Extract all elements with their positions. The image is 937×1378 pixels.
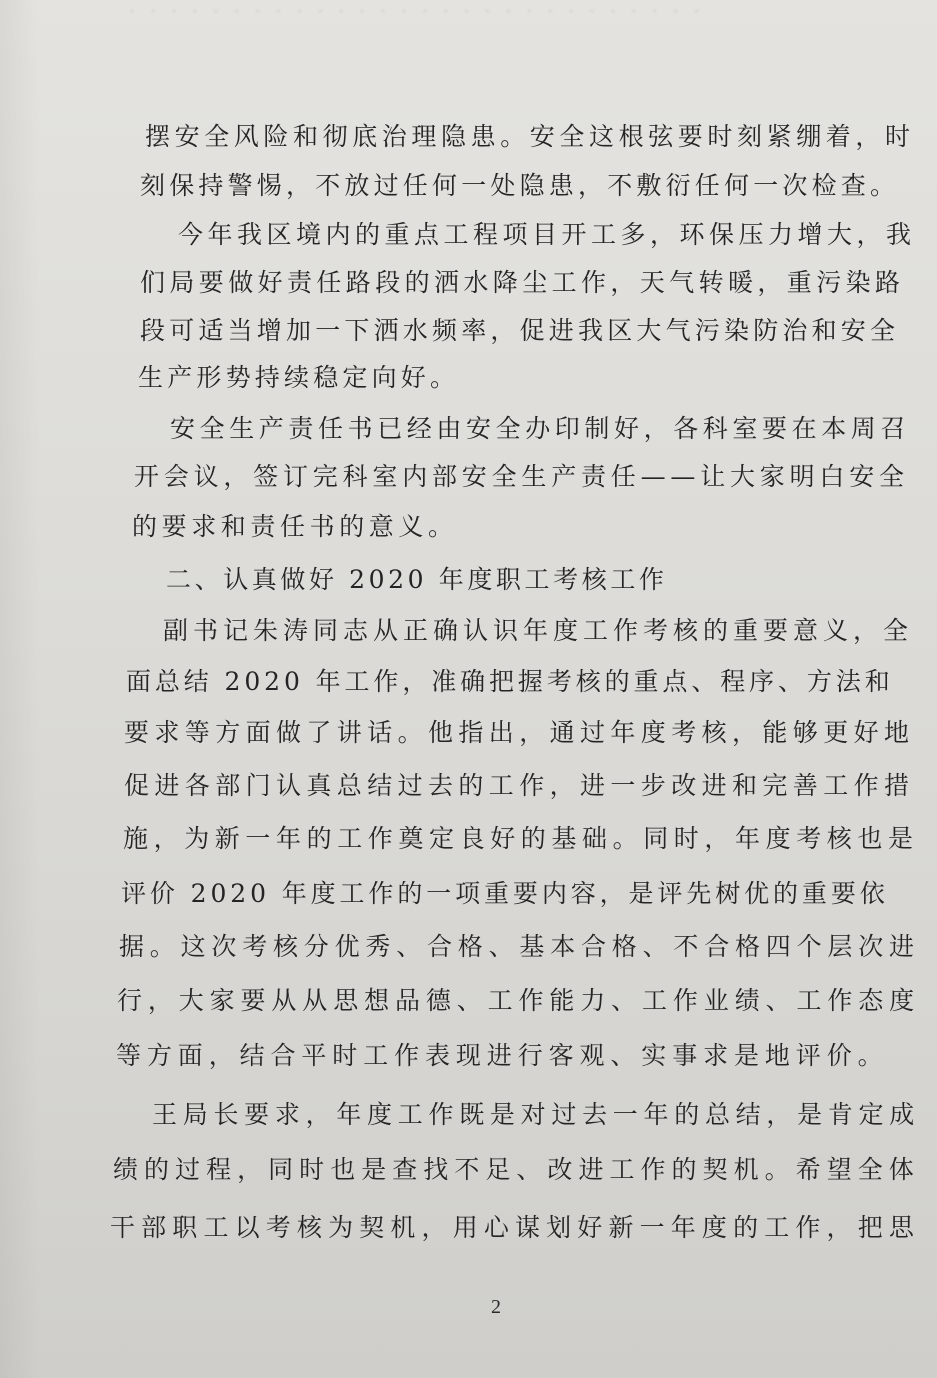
text-line: 等方面，结合平时工作表现进行客观、实事求是地评价。 [116,1041,889,1070]
page-shadow [0,0,40,1378]
text-line: 据。这次考核分优秀、合格、基本合格、不合格四个层次进 [119,932,920,961]
text-line: 绩的过程，同时也是查找不足、改进工作的契机。希望全体 [113,1155,920,1184]
text-line: 段可适当增加一下洒水频率，促进我区大气污染防治和安全 [140,316,900,345]
text-line: 施，为新一年的工作奠定良好的基础。同时，年度考核也是 [123,824,919,853]
text-line: 开会议，签订完科室内部安全生产责任——让大家明白安全 [134,462,909,491]
page-number: 2 [491,1296,501,1318]
text-line: 王局长要求，年度工作既是对过去一年的总结，是肯定成 [152,1100,921,1129]
text-line: 行，大家要从从思想品德、工作能力、工作业绩、工作态度 [117,986,921,1015]
text-line: 评价 2020 年度工作的一项重要内容，是评先树优的重要依 [121,879,889,908]
text-line: 的要求和责任书的意义。 [132,512,458,541]
text-line: 摆安全风险和彻底治理隐患。安全这根弦要时刻紧绷着，时 [145,122,915,151]
text-line: 今年我区境内的重点工程项目开工多，环保压力增大，我 [178,220,916,249]
text-line: 安全生产责任书已经由安全办印制好，各科室要在本周召 [170,414,911,443]
text-line: 要求等方面做了讲话。他指出，通过年度考核，能够更好地 [124,718,915,747]
text-line: 促进各部门认真总结过去的工作，进一步改进和完善工作措 [124,771,915,800]
text-line: 生产形势持续稳定向好。 [138,363,460,392]
text-line: 干部职工以考核为契机，用心谋划好新一年度的工作，把思 [110,1213,921,1242]
section-heading: 二、认真做好 2020 年度职工考核工作 [166,565,668,594]
text-line: 刻保持警惕，不放过任何一处隐患，不敷衍任何一次检查。 [140,171,900,200]
show-through-text: · · · · · · · · · · · · · · · · · · · · · · · · · · · · [130,4,705,20]
text-line: 们局要做好责任路段的洒水降尘工作，天气转暖，重污染路 [140,268,905,297]
text-line: 面总结 2020 年工作，准确把握考核的重点、程序、方法和 [126,667,894,696]
text-line: 副书记朱涛同志从正确认识年度工作考核的重要意义，全 [163,616,914,645]
